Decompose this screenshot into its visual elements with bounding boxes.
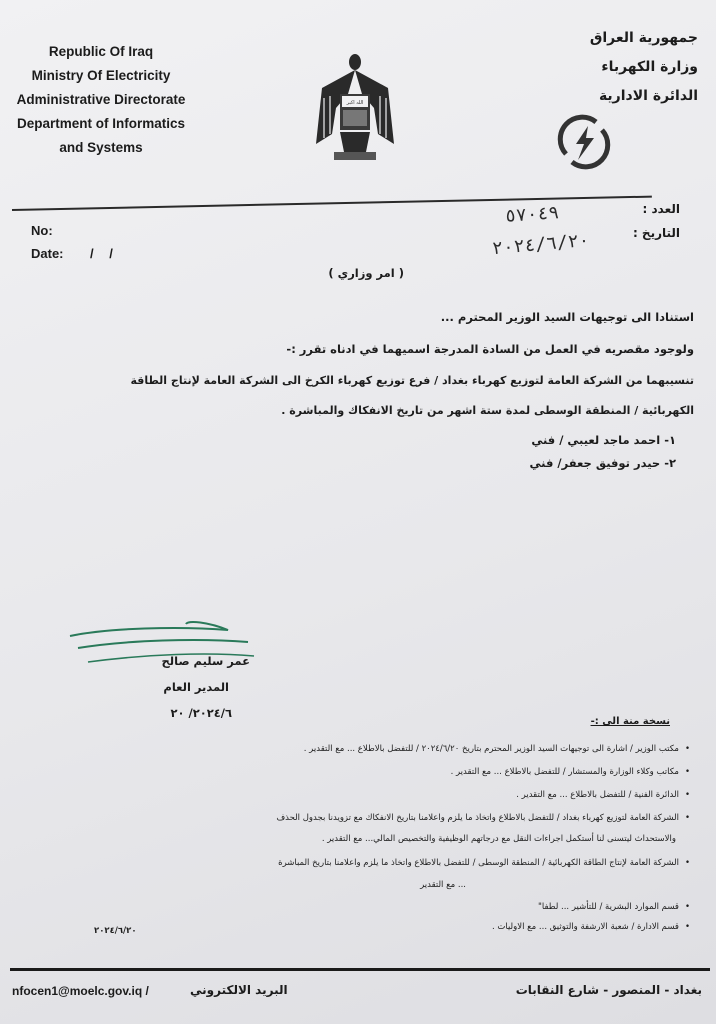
- svg-text:الله اكبر: الله اكبر: [346, 100, 364, 106]
- date-label: Date:: [31, 246, 64, 261]
- footer-email-label: البريد الالكتروني: [190, 983, 288, 997]
- en-line-3: Administrative Directorate: [16, 92, 186, 107]
- copy-item-4-cont: والاستحداث ليتسنى لنا أستكمل اجراءات النقل مع درجاتهم الوظيفية والتخصيص المالي... مع التقدير .: [321, 834, 676, 844]
- paragraph-4: الكهربائية / المنطقة الوسطى لمدة ستة اشهر من تاريخ الانفكاك والمباشرة .: [281, 404, 694, 417]
- copy-item-6: • قسم الموارد البشرية / للتأشير ... لطفا": [538, 902, 690, 912]
- en-line-2: Ministry Of Electricity: [31, 68, 171, 83]
- iraq-eagle-emblem-icon: [312, 48, 398, 168]
- copy-item-1: • مكتب الوزير / اشارة الى توجيهات السيد الوزير المحترم بتاريخ ٢٠٢٤/٦/٢٠ / للتفضل بالاطلاع ... مع التقدير .: [304, 744, 690, 754]
- list-item-2: ٢- حيدر توفيق جعفر/ فني: [529, 456, 676, 470]
- copy-item-2: • مكاتب وكلاء الوزارة والمستشار / للتفضل بالاطلاع ... مع التقدير .: [451, 767, 690, 777]
- copy-item-5-cont: ... مع التقدير: [420, 880, 466, 890]
- signatory-title: المدير العام: [163, 680, 229, 694]
- copy-item-5: • الشركة العامة لإنتاج الطاقة الكهربائية / المنطقة الوسطى / للتفضل بالاطلاع واتخاذ ما يلزم واعلامنا بتاريخ المباشرة: [278, 858, 690, 868]
- number-label-ar: العدد :: [642, 202, 680, 216]
- copy-heading: نسخة منة الى :-: [590, 716, 670, 727]
- ar-line-2: وزارة الكهرباء: [601, 59, 698, 75]
- list-item-1: ١- احمد ماجد لعيبي / فني: [531, 433, 676, 447]
- order-title: ( امر وزاري ): [328, 266, 404, 280]
- signature-date: ٢٠٢٤/٦/ ٢٠: [170, 706, 232, 720]
- en-line-4: Department of Informatics: [16, 116, 186, 131]
- english-letterhead: [6, 40, 196, 160]
- copy-item-4: • الشركة العامة لتوزيع كهرباء بغداد / للتفضل بالاطلاع واتخاذ ما يلزم واعلامنا بتاريخ الانفكاك مع تزويدنا بجدول الحذف: [276, 813, 690, 823]
- document-number: ٥٧٠٤٩: [504, 202, 560, 227]
- copy-item-7: • قسم الادارة / شعبة الارشفة والتوثيق ... مع الاوليات .: [492, 922, 690, 932]
- no-label: No:: [31, 223, 53, 238]
- arabic-letterhead: [538, 24, 698, 111]
- footer-divider: [10, 968, 710, 971]
- copy-item-3: • الدائرة الفنية / للتفضل بالاطلاع ... مع التقدير .: [516, 790, 690, 800]
- paragraph-1: استنادا الى توجيهات السيد الوزير المحترم ...: [440, 310, 694, 324]
- date-value: / /: [90, 246, 119, 261]
- en-line-5: and Systems: [59, 140, 143, 155]
- document-date: ٢٠٢٤/٦/٢٠: [491, 229, 591, 260]
- footer-email: nfocen1@moelc.gov.iq /: [12, 984, 149, 998]
- ar-line-1: جمهورية العراق: [589, 30, 698, 46]
- paragraph-2: ولوجود مقصريه في العمل من السادة المدرجة اسميهما في ادناه تقرر :-: [286, 342, 694, 356]
- electricity-logo-icon: [556, 114, 612, 170]
- ar-line-3: الدائرة الادارية: [598, 88, 698, 104]
- date-label-ar: التاريخ :: [632, 226, 680, 240]
- en-line-1: Republic Of Iraq: [48, 44, 154, 59]
- signatory-name: عمر سليم صالح: [161, 654, 250, 668]
- paragraph-3: تنسيبهما من الشركة العامة لتوزيع كهرباء بغداد / فرع توزيع كهرباء الكرخ الى الشركة العامة لإنتاج الطاقة: [130, 374, 694, 387]
- footer-address: بغداد - المنصور - شارع النقابات: [515, 983, 702, 997]
- copy-footer-date: ٢٠٢٤/٦/٢٠: [94, 926, 137, 936]
